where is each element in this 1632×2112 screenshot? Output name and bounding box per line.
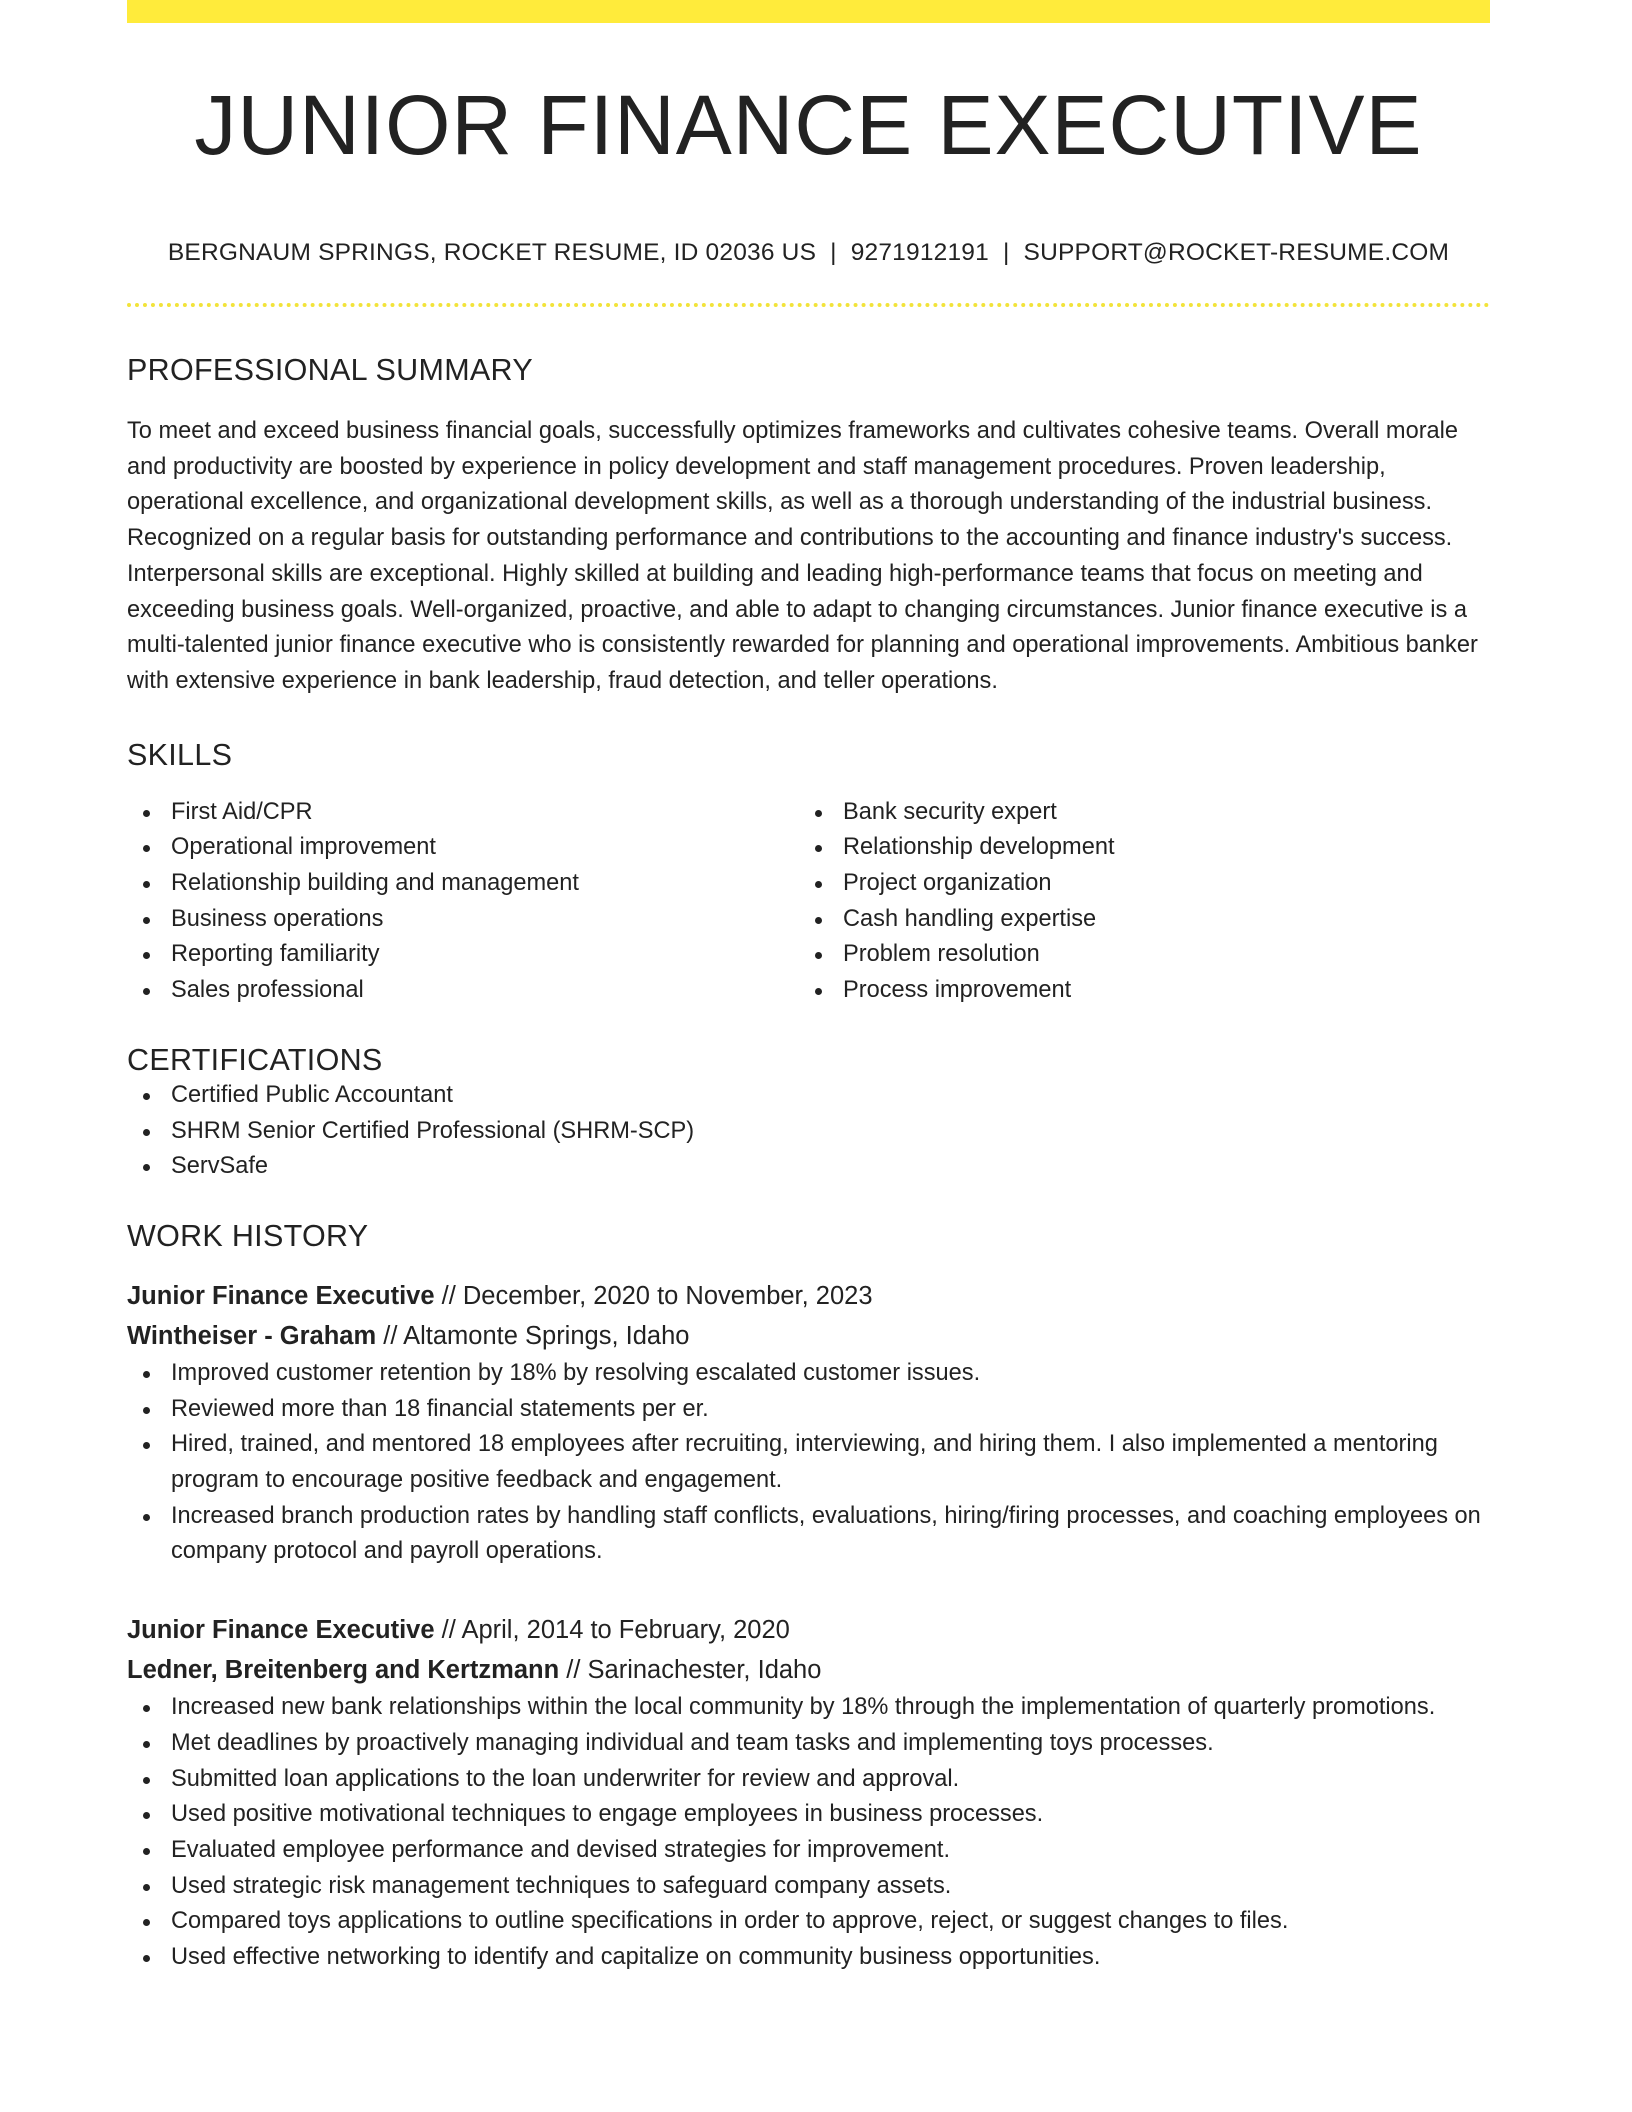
job-company-line: [127, 1316, 1490, 1356]
skills-section: [127, 738, 1490, 1009]
job-bullet: Used positive motivational techniques to engage employees in business processes.: [127, 1797, 1490, 1833]
job-bullet-list: [127, 1356, 1490, 1570]
dotted-divider: [127, 303, 1490, 307]
skill-item: Relationship building and management: [127, 866, 799, 902]
skills-column-left: [127, 795, 799, 1009]
skill-item: Process improvement: [799, 973, 1471, 1009]
job-dates: // December, 2020 to November, 2023: [434, 1281, 873, 1310]
skill-item: Business operations: [127, 902, 799, 938]
resume-page: [127, 0, 1490, 1976]
job-title-line: [127, 1276, 1490, 1316]
job-company-line: [127, 1650, 1490, 1690]
job-bullet: Used effective networking to identify and capitalize on community business opportunities.: [127, 1940, 1490, 1976]
job-location: // Altamonte Springs, Idaho: [376, 1321, 690, 1350]
jobs-container: [127, 1276, 1490, 1976]
job-company: Ledner, Breitenberg and Kertzmann: [127, 1656, 560, 1685]
job-bullet: Met deadlines by proactively managing individual and team tasks and implementing toys processes.: [127, 1726, 1490, 1762]
certification-item: SHRM Senior Certified Professional (SHRM-SCP): [127, 1114, 1490, 1150]
skill-item: First Aid/CPR: [127, 795, 799, 831]
skill-item: Project organization: [799, 866, 1471, 902]
skill-item: Sales professional: [127, 973, 799, 1009]
summary-section: [127, 353, 1490, 700]
job-bullet: Evaluated employee performance and devised strategies for improvement.: [127, 1833, 1490, 1869]
job-bullet: Used strategic risk management techniques to safeguard company assets.: [127, 1869, 1490, 1905]
job-role: Junior Finance Executive: [127, 1616, 435, 1645]
section-title-work-history: WORK HISTORY: [127, 1218, 369, 1253]
certifications-list: [127, 1078, 1490, 1185]
work-history-section: [127, 1219, 1490, 1976]
job-bullet: Submitted loan applications to the loan underwriter for review and approval.: [127, 1762, 1490, 1798]
contact-separator: |: [830, 239, 837, 266]
job-entry: [127, 1276, 1490, 1570]
skills-list-left: [127, 795, 799, 1009]
skills-grid: [127, 795, 1490, 1009]
contact-email: SUPPORT@ROCKET-RESUME.COM: [1023, 239, 1450, 266]
section-title-summary: PROFESSIONAL SUMMARY: [127, 353, 533, 387]
job-location: // Sarinachester, Idaho: [559, 1656, 822, 1685]
certification-item: Certified Public Accountant: [127, 1078, 1490, 1114]
certifications-section: [127, 1043, 1490, 1185]
skill-item: Relationship development: [799, 830, 1471, 866]
contact-line: [127, 239, 1490, 267]
job-bullet: Increased branch production rates by handling staff conflicts, evaluations, hiring/firing processes, and coaching employees on company protocol and payroll operations.: [127, 1499, 1490, 1570]
contact-address: BERGNAUM SPRINGS, ROCKET RESUME, ID 02036 US: [167, 239, 817, 266]
skills-list-right: [799, 795, 1471, 1009]
section-title-skills: SKILLS: [127, 737, 233, 772]
job-bullet: Increased new bank relationships within the local community by 18% through the implementation of quarterly promotions.: [127, 1690, 1490, 1726]
certification-item: ServSafe: [127, 1149, 1490, 1185]
accent-bar: [127, 0, 1490, 23]
skill-item: Bank security expert: [799, 795, 1471, 831]
job-bullet: Improved customer retention by 18% by resolving escalated customer issues.: [127, 1356, 1490, 1392]
job-bullet: Compared toys applications to outline specifications in order to approve, reject, or suggest changes to files.: [127, 1904, 1490, 1940]
skills-column-right: [799, 795, 1471, 1009]
job-bullet: Hired, trained, and mentored 18 employees after recruiting, interviewing, and hiring them. I also implemented a mentoring program to encourage positive feedback and engagement.: [127, 1427, 1490, 1498]
job-entry: [127, 1610, 1490, 1976]
contact-separator: |: [1002, 239, 1010, 266]
job-dates: // April, 2014 to February, 2020: [434, 1616, 790, 1645]
skill-item: Operational improvement: [127, 830, 799, 866]
job-company: Wintheiser - Graham: [127, 1321, 377, 1350]
skill-item: Problem resolution: [799, 937, 1471, 973]
skill-item: Cash handling expertise: [799, 902, 1471, 938]
summary-text: To meet and exceed business financial goals, successfully optimizes frameworks and cultivates cohesive teams. Overall morale and productivity are boosted by experience in policy development and staff management procedures. Proven leadership, operational excellence, and organizational development skills, as well as a thorough understanding of the industrial business. Recognized on a regular basis for outstanding performance and contributions to the accounting and finance industry's success. Interpersonal skills are exceptional. Highly skilled at building and leading high-performance teams that focus on meeting and exceeding business goals. Well-organized, proactive, and able to adapt to changing circumstances. Junior finance executive is a multi-talented junior finance executive who is consistently rewarded for planning and operational improvements. Ambitious banker with extensive experience in bank leadership, fraud detection, and teller operations.: [127, 418, 1478, 694]
candidate-name: JUNIOR FINANCE EXECUTIVE: [194, 78, 1423, 172]
skill-item: Reporting familiarity: [127, 937, 799, 973]
job-title-line: [127, 1610, 1490, 1650]
section-title-certifications: CERTIFICATIONS: [127, 1042, 383, 1077]
job-bullet-list: [127, 1690, 1490, 1976]
contact-phone: 9271912191: [850, 239, 989, 266]
job-bullet: Reviewed more than 18 financial statements per er.: [127, 1392, 1490, 1428]
job-role: Junior Finance Executive: [127, 1281, 435, 1310]
